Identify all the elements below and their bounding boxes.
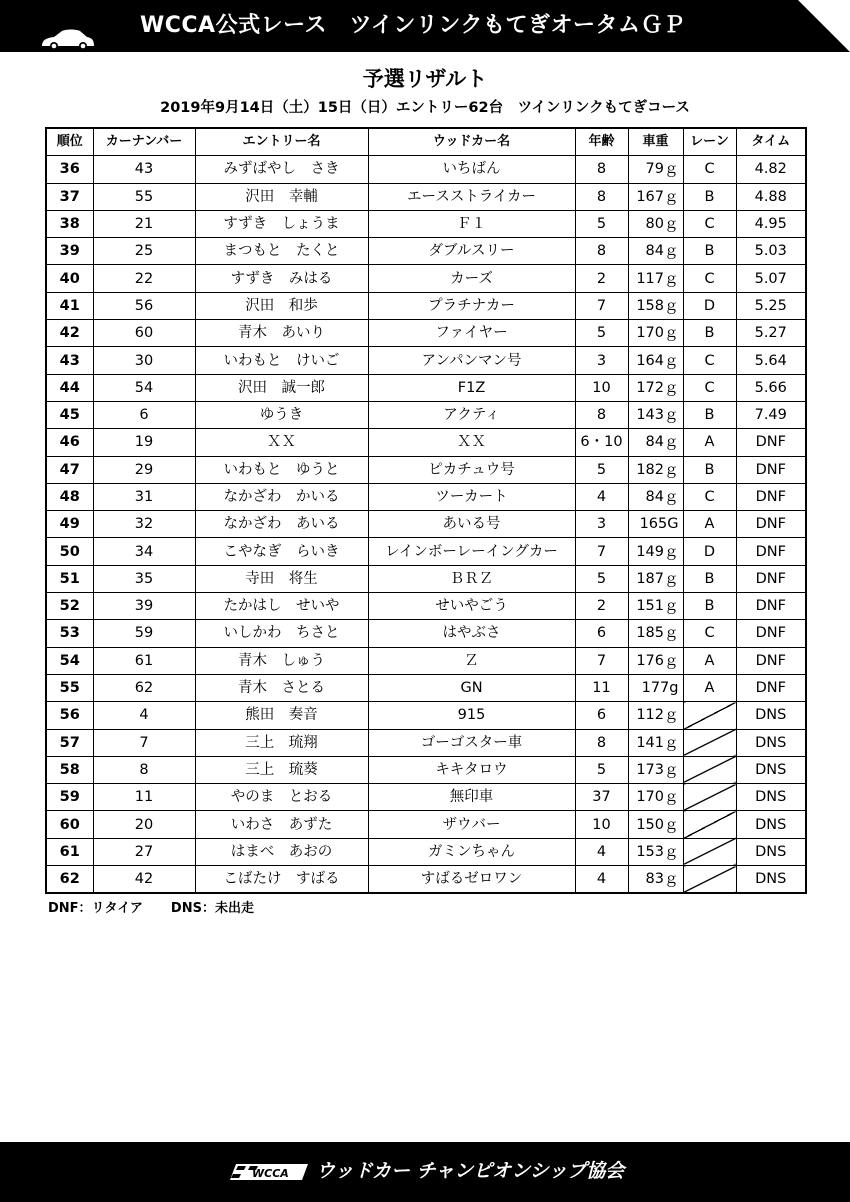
results-table bbox=[45, 127, 807, 894]
entry-name-cell: 青木 さとる bbox=[195, 674, 368, 701]
age-cell: 11 bbox=[575, 674, 628, 701]
entry-name-cell: みずばやし さき bbox=[195, 156, 368, 183]
weight-cell: 165G bbox=[628, 511, 683, 538]
woodcar-name-cell: エースストライカー bbox=[368, 183, 575, 210]
table-row bbox=[46, 320, 806, 347]
car-silhouette-icon bbox=[40, 28, 96, 50]
weight-cell: 149ｇ bbox=[628, 538, 683, 565]
time-cell: DNF bbox=[736, 483, 806, 510]
age-cell: 5 bbox=[575, 756, 628, 783]
table-row bbox=[46, 538, 806, 565]
entry-name-cell: ＸＸ bbox=[195, 429, 368, 456]
car-number-cell: 21 bbox=[93, 210, 195, 237]
weight-cell: 141ｇ bbox=[628, 729, 683, 756]
table-row bbox=[46, 784, 806, 811]
table-row bbox=[46, 347, 806, 374]
lane-cell bbox=[683, 866, 736, 894]
table-header-row bbox=[46, 128, 806, 156]
age-cell: 3 bbox=[575, 347, 628, 374]
lane-cell: C bbox=[683, 374, 736, 401]
weight-cell: 158ｇ bbox=[628, 292, 683, 319]
page-title: 予選リザルト bbox=[362, 67, 488, 91]
table-row bbox=[46, 702, 806, 729]
woodcar-name-cell: すばるゼロワン bbox=[368, 866, 575, 894]
time-cell: DNF bbox=[736, 593, 806, 620]
entry-name-cell: ゆうき bbox=[195, 401, 368, 428]
weight-cell: 185ｇ bbox=[628, 620, 683, 647]
time-cell: DNF bbox=[736, 456, 806, 483]
table-row bbox=[46, 593, 806, 620]
age-cell: 8 bbox=[575, 729, 628, 756]
age-cell: 7 bbox=[575, 647, 628, 674]
header-weight: 車重 bbox=[628, 128, 683, 156]
lane-cell: B bbox=[683, 183, 736, 210]
rank-cell: 41 bbox=[46, 292, 93, 319]
age-cell: 10 bbox=[575, 374, 628, 401]
entry-name-cell: いしかわ ちさと bbox=[195, 620, 368, 647]
weight-cell: 187ｇ bbox=[628, 565, 683, 592]
time-cell: DNS bbox=[736, 866, 806, 894]
entry-name-cell: 三上 琉翔 bbox=[195, 729, 368, 756]
age-cell: 8 bbox=[575, 156, 628, 183]
time-cell: 4.95 bbox=[736, 210, 806, 237]
rank-cell: 43 bbox=[46, 347, 93, 374]
table-row bbox=[46, 620, 806, 647]
weight-cell: 176ｇ bbox=[628, 647, 683, 674]
rank-cell: 44 bbox=[46, 374, 93, 401]
entry-name-cell: 青木 しゅう bbox=[195, 647, 368, 674]
entry-name-cell: こやなぎ らいき bbox=[195, 538, 368, 565]
age-cell: 5 bbox=[575, 320, 628, 347]
footer-bar bbox=[0, 1142, 850, 1202]
woodcar-name-cell: アクティ bbox=[368, 401, 575, 428]
table-row bbox=[46, 811, 806, 838]
weight-cell: 84ｇ bbox=[628, 483, 683, 510]
weight-cell: 80ｇ bbox=[628, 210, 683, 237]
time-cell: 5.64 bbox=[736, 347, 806, 374]
lane-cell: C bbox=[683, 347, 736, 374]
car-number-cell: 30 bbox=[93, 347, 195, 374]
rank-cell: 57 bbox=[46, 729, 93, 756]
lane-cell: A bbox=[683, 647, 736, 674]
rank-cell: 54 bbox=[46, 647, 93, 674]
age-cell: 4 bbox=[575, 838, 628, 865]
entry-name-cell: いわもと けいご bbox=[195, 347, 368, 374]
time-cell: DNS bbox=[736, 729, 806, 756]
header-woodcar-name: ウッドカー名 bbox=[368, 128, 575, 156]
rank-cell: 37 bbox=[46, 183, 93, 210]
table-row bbox=[46, 565, 806, 592]
rank-cell: 40 bbox=[46, 265, 93, 292]
car-number-cell: 19 bbox=[93, 429, 195, 456]
table-row bbox=[46, 210, 806, 237]
car-number-cell: 29 bbox=[93, 456, 195, 483]
table-row bbox=[46, 647, 806, 674]
lane-cell bbox=[683, 811, 736, 838]
age-cell: 6 bbox=[575, 620, 628, 647]
car-number-cell: 60 bbox=[93, 320, 195, 347]
time-cell: 5.25 bbox=[736, 292, 806, 319]
woodcar-name-cell: ダブルスリー bbox=[368, 238, 575, 265]
age-cell: 4 bbox=[575, 483, 628, 510]
woodcar-name-cell: ピカチュウ号 bbox=[368, 456, 575, 483]
age-cell: 37 bbox=[575, 784, 628, 811]
rank-cell: 39 bbox=[46, 238, 93, 265]
entry-name-cell: 沢田 誠一郎 bbox=[195, 374, 368, 401]
lane-cell: C bbox=[683, 156, 736, 183]
rank-cell: 42 bbox=[46, 320, 93, 347]
time-cell: DNF bbox=[736, 620, 806, 647]
weight-cell: 79ｇ bbox=[628, 156, 683, 183]
rank-cell: 58 bbox=[46, 756, 93, 783]
woodcar-name-cell: F1Z bbox=[368, 374, 575, 401]
weight-cell: 84ｇ bbox=[628, 429, 683, 456]
time-cell: 4.88 bbox=[736, 183, 806, 210]
entry-name-cell: こばたけ すばる bbox=[195, 866, 368, 894]
rank-cell: 55 bbox=[46, 674, 93, 701]
header-car-number: カーナンバー bbox=[93, 128, 195, 156]
lane-cell bbox=[683, 838, 736, 865]
time-cell: DNS bbox=[736, 811, 806, 838]
rank-cell: 46 bbox=[46, 429, 93, 456]
weight-cell: 173ｇ bbox=[628, 756, 683, 783]
entry-name-cell: はまべ あおの bbox=[195, 838, 368, 865]
rank-cell: 52 bbox=[46, 593, 93, 620]
car-number-cell: 32 bbox=[93, 511, 195, 538]
weight-cell: 164ｇ bbox=[628, 347, 683, 374]
time-cell: 5.07 bbox=[736, 265, 806, 292]
rank-cell: 48 bbox=[46, 483, 93, 510]
weight-cell: 151ｇ bbox=[628, 593, 683, 620]
time-cell: DNF bbox=[736, 674, 806, 701]
age-cell: 5 bbox=[575, 565, 628, 592]
woodcar-name-cell: キキタロウ bbox=[368, 756, 575, 783]
woodcar-name-cell: ＸＸ bbox=[368, 429, 575, 456]
rank-cell: 50 bbox=[46, 538, 93, 565]
car-number-cell: 8 bbox=[93, 756, 195, 783]
rank-cell: 59 bbox=[46, 784, 93, 811]
legend bbox=[48, 898, 254, 920]
rank-cell: 49 bbox=[46, 511, 93, 538]
table-row bbox=[46, 866, 806, 894]
entry-name-cell: いわさ あずた bbox=[195, 811, 368, 838]
woodcar-name-cell: ガミンちゃん bbox=[368, 838, 575, 865]
weight-cell: 84ｇ bbox=[628, 238, 683, 265]
weight-cell: 83ｇ bbox=[628, 866, 683, 894]
age-cell: 4 bbox=[575, 866, 628, 894]
woodcar-name-cell: カーズ bbox=[368, 265, 575, 292]
woodcar-name-cell: プラチナカー bbox=[368, 292, 575, 319]
time-cell: DNF bbox=[736, 429, 806, 456]
time-cell: 4.82 bbox=[736, 156, 806, 183]
rank-cell: 45 bbox=[46, 401, 93, 428]
entry-name-cell: なかざわ かいる bbox=[195, 483, 368, 510]
weight-cell: 117ｇ bbox=[628, 265, 683, 292]
header-time: タイム bbox=[736, 128, 806, 156]
woodcar-name-cell: ザウバー bbox=[368, 811, 575, 838]
header-age: 年齢 bbox=[575, 128, 628, 156]
header-rank: 順位 bbox=[46, 128, 93, 156]
time-cell: DNS bbox=[736, 702, 806, 729]
woodcar-name-cell: はやぶさ bbox=[368, 620, 575, 647]
woodcar-name-cell: GN bbox=[368, 674, 575, 701]
legend-dns: DNS：未出走 bbox=[170, 901, 254, 916]
weight-cell: 112ｇ bbox=[628, 702, 683, 729]
time-cell: 5.03 bbox=[736, 238, 806, 265]
time-cell: 5.27 bbox=[736, 320, 806, 347]
woodcar-name-cell: Ｚ bbox=[368, 647, 575, 674]
car-number-cell: 62 bbox=[93, 674, 195, 701]
header-lane: レーン bbox=[683, 128, 736, 156]
entry-name-cell: いわもと ゆうと bbox=[195, 456, 368, 483]
lane-cell bbox=[683, 702, 736, 729]
weight-cell: 153ｇ bbox=[628, 838, 683, 865]
car-number-cell: 4 bbox=[93, 702, 195, 729]
table-row bbox=[46, 238, 806, 265]
weight-cell: 172ｇ bbox=[628, 374, 683, 401]
time-cell: DNS bbox=[736, 838, 806, 865]
entry-name-cell: やのま とおる bbox=[195, 784, 368, 811]
lane-cell: A bbox=[683, 674, 736, 701]
car-number-cell: 43 bbox=[93, 156, 195, 183]
table-row bbox=[46, 729, 806, 756]
age-cell: 3 bbox=[575, 511, 628, 538]
header-bar bbox=[0, 0, 850, 52]
woodcar-name-cell: 無印車 bbox=[368, 784, 575, 811]
results-body bbox=[46, 156, 806, 894]
table-row bbox=[46, 292, 806, 319]
entry-name-cell: 寺田 将生 bbox=[195, 565, 368, 592]
rank-cell: 53 bbox=[46, 620, 93, 647]
entry-name-cell: 青木 あいり bbox=[195, 320, 368, 347]
weight-cell: 182ｇ bbox=[628, 456, 683, 483]
weight-cell: 170ｇ bbox=[628, 784, 683, 811]
car-number-cell: 42 bbox=[93, 866, 195, 894]
weight-cell: 150ｇ bbox=[628, 811, 683, 838]
entry-name-cell: 沢田 和歩 bbox=[195, 292, 368, 319]
time-cell: DNF bbox=[736, 565, 806, 592]
weight-cell: 170ｇ bbox=[628, 320, 683, 347]
table-row bbox=[46, 483, 806, 510]
woodcar-name-cell: せいやごう bbox=[368, 593, 575, 620]
age-cell: 5 bbox=[575, 456, 628, 483]
time-cell: 7.49 bbox=[736, 401, 806, 428]
table-row bbox=[46, 401, 806, 428]
age-cell: 2 bbox=[575, 593, 628, 620]
woodcar-name-cell: ＢＲＺ bbox=[368, 565, 575, 592]
table-row bbox=[46, 183, 806, 210]
lane-cell: C bbox=[683, 210, 736, 237]
table-row bbox=[46, 429, 806, 456]
car-number-cell: 55 bbox=[93, 183, 195, 210]
entry-name-cell: すずき しょうま bbox=[195, 210, 368, 237]
lane-cell: B bbox=[683, 320, 736, 347]
age-cell: 10 bbox=[575, 811, 628, 838]
age-cell: 2 bbox=[575, 265, 628, 292]
lane-cell: A bbox=[683, 511, 736, 538]
entry-name-cell: 沢田 幸輔 bbox=[195, 183, 368, 210]
lane-cell: C bbox=[683, 483, 736, 510]
rank-cell: 56 bbox=[46, 702, 93, 729]
car-number-cell: 54 bbox=[93, 374, 195, 401]
age-cell: 6・10 bbox=[575, 429, 628, 456]
car-number-cell: 22 bbox=[93, 265, 195, 292]
car-number-cell: 56 bbox=[93, 292, 195, 319]
age-cell: 6 bbox=[575, 702, 628, 729]
entry-name-cell: まつもと たくと bbox=[195, 238, 368, 265]
table-row bbox=[46, 156, 806, 183]
table-row bbox=[46, 674, 806, 701]
table-row bbox=[46, 456, 806, 483]
lane-cell: B bbox=[683, 401, 736, 428]
woodcar-name-cell: いちばん bbox=[368, 156, 575, 183]
lane-cell: D bbox=[683, 538, 736, 565]
lane-cell: C bbox=[683, 265, 736, 292]
car-number-cell: 39 bbox=[93, 593, 195, 620]
table-row bbox=[46, 511, 806, 538]
time-cell: DNF bbox=[736, 647, 806, 674]
lane-cell: B bbox=[683, 456, 736, 483]
lane-cell: D bbox=[683, 292, 736, 319]
rank-cell: 51 bbox=[46, 565, 93, 592]
rank-cell: 47 bbox=[46, 456, 93, 483]
lane-cell bbox=[683, 784, 736, 811]
age-cell: 8 bbox=[575, 183, 628, 210]
woodcar-name-cell: ゴーゴスター車 bbox=[368, 729, 575, 756]
car-number-cell: 25 bbox=[93, 238, 195, 265]
legend-dnf: DNF：リタイア bbox=[48, 901, 143, 916]
entry-name-cell: なかざわ あいる bbox=[195, 511, 368, 538]
age-cell: 8 bbox=[575, 401, 628, 428]
entry-name-cell: 三上 琉葵 bbox=[195, 756, 368, 783]
woodcar-name-cell: 915 bbox=[368, 702, 575, 729]
lane-cell: A bbox=[683, 429, 736, 456]
car-number-cell: 59 bbox=[93, 620, 195, 647]
table-row bbox=[46, 756, 806, 783]
event-subtitle: 2019年9月14日（土）15日（日）エントリー62台 ツインリンクもてぎコース bbox=[160, 100, 690, 116]
header-entry-name: エントリー名 bbox=[195, 128, 368, 156]
rank-cell: 60 bbox=[46, 811, 93, 838]
rank-cell: 62 bbox=[46, 866, 93, 894]
organization-name: ウッドカー チャンピオンシップ協会 bbox=[316, 1160, 625, 1182]
entry-name-cell: すずき みはる bbox=[195, 265, 368, 292]
time-cell: 5.66 bbox=[736, 374, 806, 401]
weight-cell: 167ｇ bbox=[628, 183, 683, 210]
wcca-logo bbox=[230, 1161, 310, 1183]
age-cell: 5 bbox=[575, 210, 628, 237]
woodcar-name-cell: レインボーレーイングカー bbox=[368, 538, 575, 565]
lane-cell: C bbox=[683, 620, 736, 647]
table-row bbox=[46, 838, 806, 865]
lane-cell: B bbox=[683, 238, 736, 265]
lane-cell: B bbox=[683, 565, 736, 592]
age-cell: 8 bbox=[575, 238, 628, 265]
age-cell: 7 bbox=[575, 538, 628, 565]
time-cell: DNS bbox=[736, 784, 806, 811]
entry-name-cell: たかはし せいや bbox=[195, 593, 368, 620]
time-cell: DNF bbox=[736, 538, 806, 565]
woodcar-name-cell: ファイヤー bbox=[368, 320, 575, 347]
car-number-cell: 27 bbox=[93, 838, 195, 865]
time-cell: DNF bbox=[736, 511, 806, 538]
woodcar-name-cell: ツーカート bbox=[368, 483, 575, 510]
car-number-cell: 11 bbox=[93, 784, 195, 811]
weight-cell: 177g bbox=[628, 674, 683, 701]
event-title: WCCA公式レース ツインリンクもてぎオータムＧＰ bbox=[140, 13, 686, 38]
car-number-cell: 35 bbox=[93, 565, 195, 592]
rank-cell: 36 bbox=[46, 156, 93, 183]
car-number-cell: 7 bbox=[93, 729, 195, 756]
table-row bbox=[46, 374, 806, 401]
age-cell: 7 bbox=[575, 292, 628, 319]
header-corner-cut bbox=[798, 0, 850, 52]
time-cell: DNS bbox=[736, 756, 806, 783]
rank-cell: 61 bbox=[46, 838, 93, 865]
weight-cell: 143ｇ bbox=[628, 401, 683, 428]
lane-cell: B bbox=[683, 593, 736, 620]
lane-cell bbox=[683, 729, 736, 756]
rank-cell: 38 bbox=[46, 210, 93, 237]
entry-name-cell: 熊田 奏音 bbox=[195, 702, 368, 729]
car-number-cell: 61 bbox=[93, 647, 195, 674]
table-row bbox=[46, 265, 806, 292]
woodcar-name-cell: Ｆ１ bbox=[368, 210, 575, 237]
woodcar-name-cell: あいる号 bbox=[368, 511, 575, 538]
car-number-cell: 34 bbox=[93, 538, 195, 565]
lane-cell bbox=[683, 756, 736, 783]
woodcar-name-cell: アンパンマン号 bbox=[368, 347, 575, 374]
car-number-cell: 20 bbox=[93, 811, 195, 838]
wcca-logo-text: WCCA bbox=[252, 1167, 289, 1180]
car-number-cell: 31 bbox=[93, 483, 195, 510]
car-number-cell: 6 bbox=[93, 401, 195, 428]
